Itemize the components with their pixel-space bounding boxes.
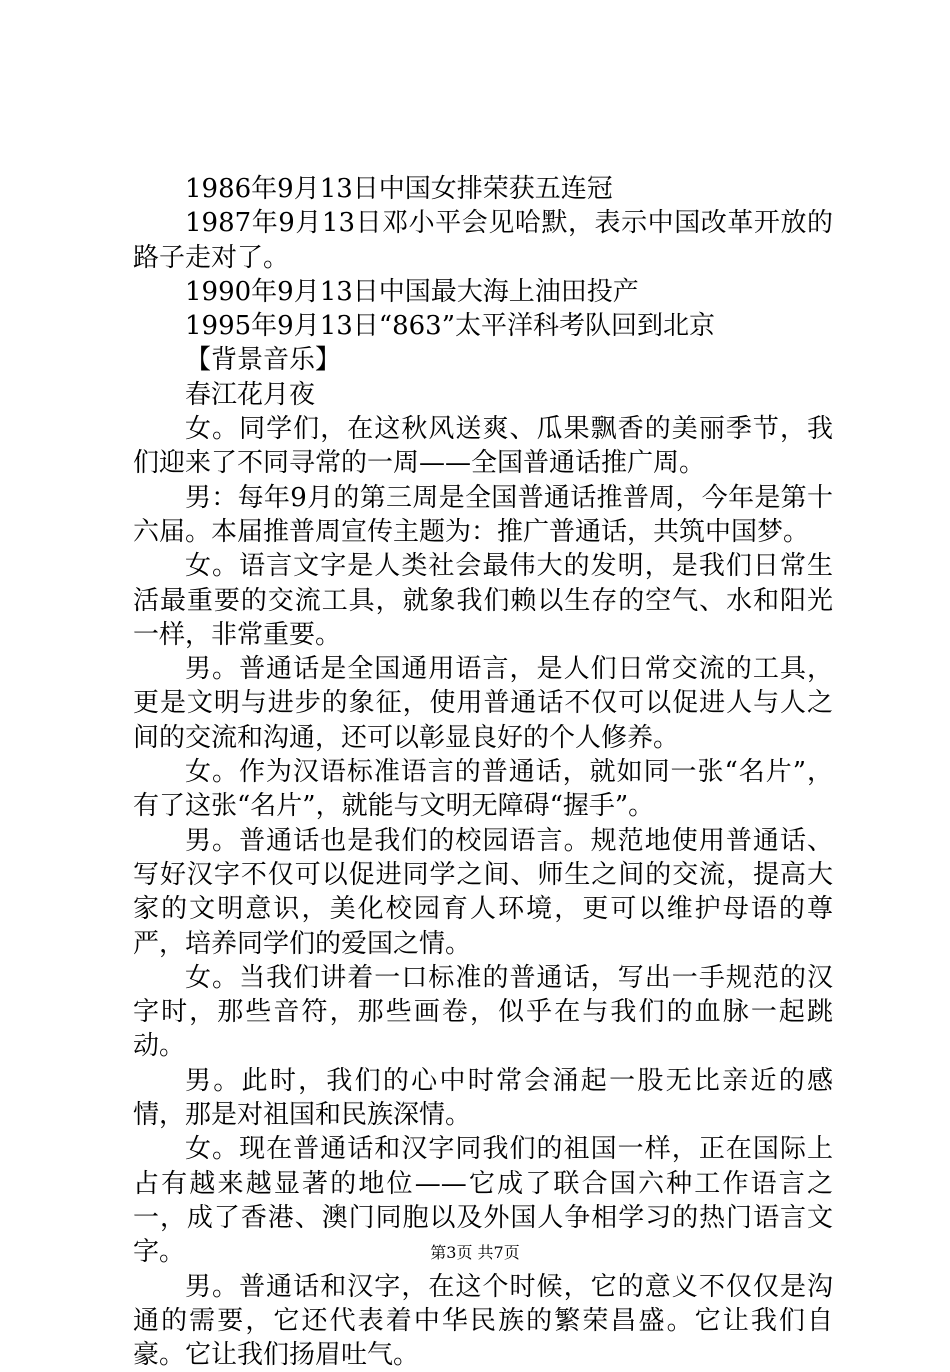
paragraph: 1990年9月13日中国最大海上油田投产 bbox=[133, 275, 833, 309]
page-number: 第3页 共7页 bbox=[430, 1243, 519, 1262]
paragraph: 男。此时，我们的心中时常会涌起一股无比亲近的感情，那是对祖国和民族深情。 bbox=[133, 1064, 833, 1133]
paragraph: 1987年9月13日邓小平会见哈默，表示中国改革开放的路子走对了。 bbox=[133, 206, 833, 275]
paragraph: 男：每年9月的第三周是全国普通话推普周，今年是第十六届。本届推普周宣传主题为：推广普通话，共筑中国梦。 bbox=[133, 481, 833, 550]
document-body bbox=[133, 172, 833, 1372]
paragraph: 男。普通话是全国通用语言，是人们日常交流的工具，更是文明与进步的象征，使用普通话不仅可以促进人与人之间的交流和沟通，还可以彰显良好的个人修养。 bbox=[133, 652, 833, 755]
page-footer bbox=[0, 1243, 950, 1263]
paragraph: 女。现在普通话和汉字同我们的祖国一样，正在国际上占有越来越显著的地位——它成了联合国六种工作语言之一，成了香港、澳门同胞以及外国人争相学习的热门语言文字。 bbox=[133, 1132, 833, 1269]
section-heading: 【背景音乐】 bbox=[133, 343, 833, 377]
paragraph: 男。普通话和汉字，在这个时候，它的意义不仅仅是沟通的需要，它还代表着中华民族的繁荣昌盛。它让我们自豪。它让我们扬眉吐气。 bbox=[133, 1270, 833, 1372]
paragraph: 女。语言文字是人类社会最伟大的发明，是我们日常生活最重要的交流工具，就象我们赖以生存的空气、水和阳光一样，非常重要。 bbox=[133, 549, 833, 652]
paragraph: 女。当我们讲着一口标准的普通话，写出一手规范的汉字时，那些音符，那些画卷，似乎在与我们的血脉一起跳动。 bbox=[133, 961, 833, 1064]
paragraph: 男。普通话也是我们的校园语言。规范地使用普通话、写好汉字不仅可以促进同学之间、师生之间的交流，提高大家的文明意识，美化校园育人环境，更可以维护母语的尊严，培养同学们的爱国之情。 bbox=[133, 824, 833, 961]
paragraph: 1986年9月13日中国女排荣获五连冠 bbox=[133, 172, 833, 206]
music-title: 春江花月夜 bbox=[133, 378, 833, 412]
paragraph: 女。同学们，在这秋风送爽、瓜果飘香的美丽季节，我们迎来了不同寻常的一周——全国普通话推广周。 bbox=[133, 412, 833, 481]
paragraph: 1995年9月13日“863”太平洋科考队回到北京 bbox=[133, 309, 833, 343]
paragraph: 女。作为汉语标准语言的普通话，就如同一张“名片”，有了这张“名片”，就能与文明无障碍“握手”。 bbox=[133, 755, 833, 824]
